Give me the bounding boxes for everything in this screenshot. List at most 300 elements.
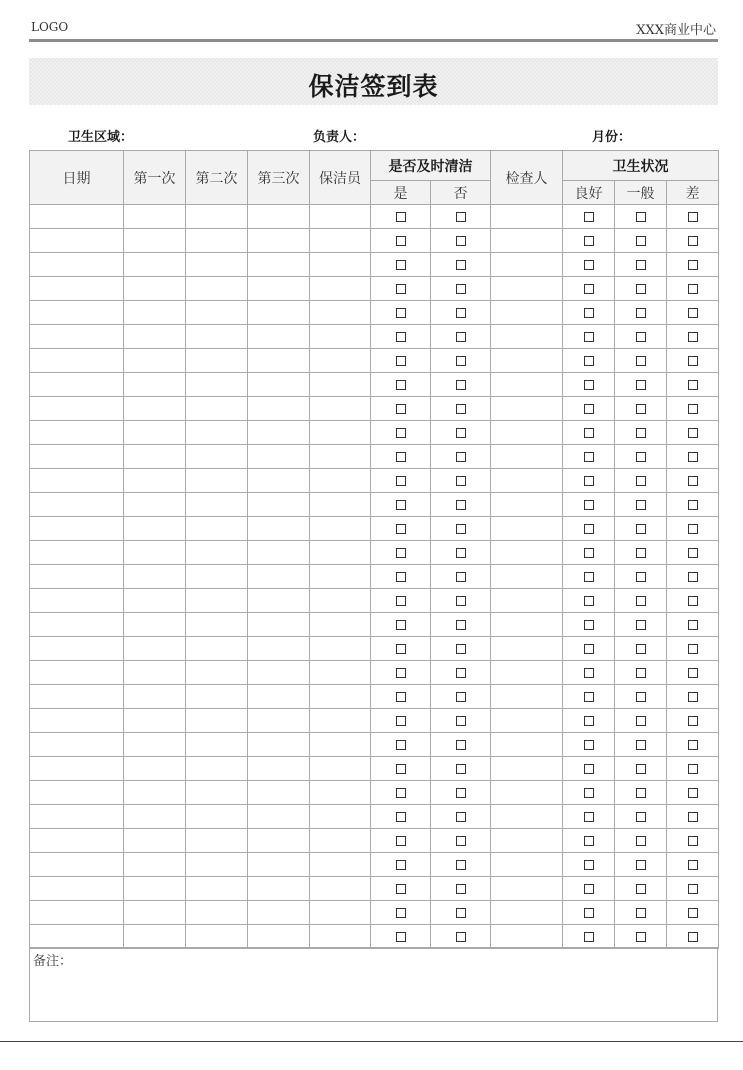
status-good-checkbox[interactable]: [584, 404, 594, 414]
cell-date[interactable]: [30, 637, 124, 661]
cell-cleaner[interactable]: [310, 565, 371, 589]
cell-date[interactable]: [30, 853, 124, 877]
cell-cleaner[interactable]: [310, 253, 371, 277]
status-poor-checkbox[interactable]: [688, 260, 698, 270]
cell-date[interactable]: [30, 733, 124, 757]
status-average-checkbox[interactable]: [636, 764, 646, 774]
cell-inspector[interactable]: [491, 925, 563, 949]
cell-second[interactable]: [186, 277, 248, 301]
cell-second[interactable]: [186, 709, 248, 733]
status-good-checkbox[interactable]: [584, 572, 594, 582]
cell-third[interactable]: [248, 781, 310, 805]
timely-no-checkbox[interactable]: [456, 356, 466, 366]
cell-cleaner[interactable]: [310, 469, 371, 493]
status-good-checkbox[interactable]: [584, 620, 594, 630]
cell-date[interactable]: [30, 901, 124, 925]
timely-yes-checkbox[interactable]: [396, 740, 406, 750]
timely-yes-checkbox[interactable]: [396, 716, 406, 726]
cell-cleaner[interactable]: [310, 613, 371, 637]
cell-first[interactable]: [124, 877, 186, 901]
status-poor-checkbox[interactable]: [688, 452, 698, 462]
status-good-checkbox[interactable]: [584, 524, 594, 534]
cell-date[interactable]: [30, 325, 124, 349]
timely-yes-checkbox[interactable]: [396, 500, 406, 510]
cell-date[interactable]: [30, 757, 124, 781]
timely-no-checkbox[interactable]: [456, 260, 466, 270]
status-average-checkbox[interactable]: [636, 860, 646, 870]
timely-yes-checkbox[interactable]: [396, 668, 406, 678]
cell-third[interactable]: [248, 205, 310, 229]
timely-no-checkbox[interactable]: [456, 332, 466, 342]
status-poor-checkbox[interactable]: [688, 572, 698, 582]
status-good-checkbox[interactable]: [584, 836, 594, 846]
status-average-checkbox[interactable]: [636, 356, 646, 366]
timely-yes-checkbox[interactable]: [396, 764, 406, 774]
status-poor-checkbox[interactable]: [688, 668, 698, 678]
cell-third[interactable]: [248, 541, 310, 565]
cell-inspector[interactable]: [491, 445, 563, 469]
status-poor-checkbox[interactable]: [688, 428, 698, 438]
timely-no-checkbox[interactable]: [456, 284, 466, 294]
timely-no-checkbox[interactable]: [456, 812, 466, 822]
status-good-checkbox[interactable]: [584, 740, 594, 750]
status-good-checkbox[interactable]: [584, 284, 594, 294]
status-poor-checkbox[interactable]: [688, 620, 698, 630]
status-poor-checkbox[interactable]: [688, 500, 698, 510]
status-poor-checkbox[interactable]: [688, 764, 698, 774]
cell-third[interactable]: [248, 373, 310, 397]
cell-second[interactable]: [186, 733, 248, 757]
cell-first[interactable]: [124, 685, 186, 709]
cell-cleaner[interactable]: [310, 277, 371, 301]
status-average-checkbox[interactable]: [636, 284, 646, 294]
cell-inspector[interactable]: [491, 397, 563, 421]
timely-yes-checkbox[interactable]: [396, 644, 406, 654]
timely-yes-checkbox[interactable]: [396, 788, 406, 798]
timely-no-checkbox[interactable]: [456, 524, 466, 534]
cell-date[interactable]: [30, 301, 124, 325]
status-poor-checkbox[interactable]: [688, 740, 698, 750]
timely-yes-checkbox[interactable]: [396, 356, 406, 366]
status-average-checkbox[interactable]: [636, 836, 646, 846]
timely-no-checkbox[interactable]: [456, 740, 466, 750]
status-poor-checkbox[interactable]: [688, 836, 698, 846]
cell-third[interactable]: [248, 589, 310, 613]
status-average-checkbox[interactable]: [636, 668, 646, 678]
status-poor-checkbox[interactable]: [688, 884, 698, 894]
status-poor-checkbox[interactable]: [688, 644, 698, 654]
timely-no-checkbox[interactable]: [456, 476, 466, 486]
timely-yes-checkbox[interactable]: [396, 404, 406, 414]
cell-inspector[interactable]: [491, 781, 563, 805]
cell-third[interactable]: [248, 805, 310, 829]
cell-inspector[interactable]: [491, 613, 563, 637]
cell-second[interactable]: [186, 469, 248, 493]
cell-second[interactable]: [186, 925, 248, 949]
status-poor-checkbox[interactable]: [688, 476, 698, 486]
cell-second[interactable]: [186, 637, 248, 661]
cell-second[interactable]: [186, 565, 248, 589]
cell-inspector[interactable]: [491, 229, 563, 253]
cell-date[interactable]: [30, 349, 124, 373]
status-poor-checkbox[interactable]: [688, 596, 698, 606]
status-poor-checkbox[interactable]: [688, 788, 698, 798]
timely-yes-checkbox[interactable]: [396, 284, 406, 294]
cell-inspector[interactable]: [491, 421, 563, 445]
status-good-checkbox[interactable]: [584, 860, 594, 870]
cell-second[interactable]: [186, 349, 248, 373]
timely-yes-checkbox[interactable]: [396, 236, 406, 246]
cell-date[interactable]: [30, 877, 124, 901]
cell-first[interactable]: [124, 229, 186, 253]
timely-no-checkbox[interactable]: [456, 932, 466, 942]
cell-second[interactable]: [186, 325, 248, 349]
cell-third[interactable]: [248, 757, 310, 781]
cell-inspector[interactable]: [491, 877, 563, 901]
cell-cleaner[interactable]: [310, 205, 371, 229]
cell-first[interactable]: [124, 517, 186, 541]
cell-cleaner[interactable]: [310, 877, 371, 901]
status-good-checkbox[interactable]: [584, 332, 594, 342]
status-poor-checkbox[interactable]: [688, 524, 698, 534]
cell-third[interactable]: [248, 637, 310, 661]
cell-second[interactable]: [186, 589, 248, 613]
cell-inspector[interactable]: [491, 541, 563, 565]
cell-cleaner[interactable]: [310, 685, 371, 709]
status-good-checkbox[interactable]: [584, 788, 594, 798]
cell-first[interactable]: [124, 781, 186, 805]
status-poor-checkbox[interactable]: [688, 380, 698, 390]
status-average-checkbox[interactable]: [636, 524, 646, 534]
cell-date[interactable]: [30, 397, 124, 421]
cell-first[interactable]: [124, 421, 186, 445]
cell-cleaner[interactable]: [310, 373, 371, 397]
status-average-checkbox[interactable]: [636, 428, 646, 438]
status-poor-checkbox[interactable]: [688, 308, 698, 318]
status-good-checkbox[interactable]: [584, 716, 594, 726]
cell-date[interactable]: [30, 805, 124, 829]
cell-cleaner[interactable]: [310, 733, 371, 757]
cell-third[interactable]: [248, 901, 310, 925]
cell-second[interactable]: [186, 301, 248, 325]
timely-yes-checkbox[interactable]: [396, 836, 406, 846]
cell-inspector[interactable]: [491, 733, 563, 757]
cell-cleaner[interactable]: [310, 445, 371, 469]
timely-yes-checkbox[interactable]: [396, 476, 406, 486]
status-average-checkbox[interactable]: [636, 452, 646, 462]
cell-inspector[interactable]: [491, 805, 563, 829]
status-good-checkbox[interactable]: [584, 356, 594, 366]
cell-second[interactable]: [186, 661, 248, 685]
cell-third[interactable]: [248, 421, 310, 445]
cell-second[interactable]: [186, 877, 248, 901]
cell-first[interactable]: [124, 613, 186, 637]
cell-date[interactable]: [30, 277, 124, 301]
cell-cleaner[interactable]: [310, 781, 371, 805]
status-good-checkbox[interactable]: [584, 668, 594, 678]
cell-first[interactable]: [124, 325, 186, 349]
status-good-checkbox[interactable]: [584, 596, 594, 606]
cell-third[interactable]: [248, 565, 310, 589]
timely-no-checkbox[interactable]: [456, 692, 466, 702]
cell-second[interactable]: [186, 205, 248, 229]
cell-first[interactable]: [124, 469, 186, 493]
cell-cleaner[interactable]: [310, 325, 371, 349]
status-average-checkbox[interactable]: [636, 716, 646, 726]
status-poor-checkbox[interactable]: [688, 356, 698, 366]
status-average-checkbox[interactable]: [636, 332, 646, 342]
cell-cleaner[interactable]: [310, 349, 371, 373]
status-average-checkbox[interactable]: [636, 740, 646, 750]
cell-inspector[interactable]: [491, 373, 563, 397]
cell-third[interactable]: [248, 325, 310, 349]
timely-yes-checkbox[interactable]: [396, 260, 406, 270]
cell-date[interactable]: [30, 469, 124, 493]
timely-no-checkbox[interactable]: [456, 908, 466, 918]
cell-cleaner[interactable]: [310, 397, 371, 421]
status-good-checkbox[interactable]: [584, 308, 594, 318]
cell-third[interactable]: [248, 349, 310, 373]
cell-cleaner[interactable]: [310, 757, 371, 781]
status-poor-checkbox[interactable]: [688, 284, 698, 294]
cell-inspector[interactable]: [491, 709, 563, 733]
status-average-checkbox[interactable]: [636, 212, 646, 222]
status-good-checkbox[interactable]: [584, 932, 594, 942]
status-good-checkbox[interactable]: [584, 644, 594, 654]
cell-second[interactable]: [186, 373, 248, 397]
cell-inspector[interactable]: [491, 901, 563, 925]
cell-third[interactable]: [248, 661, 310, 685]
status-good-checkbox[interactable]: [584, 764, 594, 774]
status-good-checkbox[interactable]: [584, 884, 594, 894]
cell-second[interactable]: [186, 253, 248, 277]
status-average-checkbox[interactable]: [636, 476, 646, 486]
timely-yes-checkbox[interactable]: [396, 692, 406, 702]
cell-first[interactable]: [124, 277, 186, 301]
status-good-checkbox[interactable]: [584, 476, 594, 486]
cell-date[interactable]: [30, 685, 124, 709]
cell-second[interactable]: [186, 397, 248, 421]
status-average-checkbox[interactable]: [636, 908, 646, 918]
status-poor-checkbox[interactable]: [688, 692, 698, 702]
cell-cleaner[interactable]: [310, 421, 371, 445]
timely-no-checkbox[interactable]: [456, 788, 466, 798]
cell-first[interactable]: [124, 493, 186, 517]
cell-inspector[interactable]: [491, 661, 563, 685]
cell-first[interactable]: [124, 925, 186, 949]
cell-second[interactable]: [186, 517, 248, 541]
cell-cleaner[interactable]: [310, 853, 371, 877]
timely-yes-checkbox[interactable]: [396, 932, 406, 942]
cell-third[interactable]: [248, 517, 310, 541]
timely-yes-checkbox[interactable]: [396, 524, 406, 534]
cell-second[interactable]: [186, 829, 248, 853]
cell-inspector[interactable]: [491, 757, 563, 781]
status-poor-checkbox[interactable]: [688, 932, 698, 942]
cell-second[interactable]: [186, 421, 248, 445]
timely-yes-checkbox[interactable]: [396, 548, 406, 558]
cell-date[interactable]: [30, 253, 124, 277]
timely-yes-checkbox[interactable]: [396, 596, 406, 606]
status-average-checkbox[interactable]: [636, 236, 646, 246]
cell-first[interactable]: [124, 565, 186, 589]
status-good-checkbox[interactable]: [584, 692, 594, 702]
cell-second[interactable]: [186, 901, 248, 925]
timely-yes-checkbox[interactable]: [396, 332, 406, 342]
cell-third[interactable]: [248, 397, 310, 421]
cell-cleaner[interactable]: [310, 517, 371, 541]
cell-inspector[interactable]: [491, 829, 563, 853]
cell-third[interactable]: [248, 877, 310, 901]
cell-date[interactable]: [30, 445, 124, 469]
status-average-checkbox[interactable]: [636, 932, 646, 942]
cell-first[interactable]: [124, 829, 186, 853]
cell-first[interactable]: [124, 637, 186, 661]
cell-third[interactable]: [248, 229, 310, 253]
status-average-checkbox[interactable]: [636, 404, 646, 414]
cell-inspector[interactable]: [491, 637, 563, 661]
status-average-checkbox[interactable]: [636, 812, 646, 822]
cell-first[interactable]: [124, 397, 186, 421]
cell-first[interactable]: [124, 733, 186, 757]
status-poor-checkbox[interactable]: [688, 908, 698, 918]
status-poor-checkbox[interactable]: [688, 404, 698, 414]
status-average-checkbox[interactable]: [636, 308, 646, 318]
timely-yes-checkbox[interactable]: [396, 908, 406, 918]
cell-cleaner[interactable]: [310, 301, 371, 325]
timely-yes-checkbox[interactable]: [396, 452, 406, 462]
cell-cleaner[interactable]: [310, 229, 371, 253]
timely-no-checkbox[interactable]: [456, 596, 466, 606]
timely-no-checkbox[interactable]: [456, 620, 466, 630]
cell-cleaner[interactable]: [310, 637, 371, 661]
timely-no-checkbox[interactable]: [456, 404, 466, 414]
cell-cleaner[interactable]: [310, 925, 371, 949]
timely-yes-checkbox[interactable]: [396, 572, 406, 582]
cell-date[interactable]: [30, 925, 124, 949]
status-average-checkbox[interactable]: [636, 620, 646, 630]
status-good-checkbox[interactable]: [584, 260, 594, 270]
cell-first[interactable]: [124, 541, 186, 565]
status-average-checkbox[interactable]: [636, 380, 646, 390]
timely-no-checkbox[interactable]: [456, 716, 466, 726]
timely-yes-checkbox[interactable]: [396, 380, 406, 390]
timely-yes-checkbox[interactable]: [396, 884, 406, 894]
cell-second[interactable]: [186, 541, 248, 565]
cell-inspector[interactable]: [491, 685, 563, 709]
timely-yes-checkbox[interactable]: [396, 620, 406, 630]
cell-cleaner[interactable]: [310, 901, 371, 925]
cell-inspector[interactable]: [491, 565, 563, 589]
cell-third[interactable]: [248, 277, 310, 301]
status-poor-checkbox[interactable]: [688, 212, 698, 222]
cell-third[interactable]: [248, 925, 310, 949]
cell-date[interactable]: [30, 205, 124, 229]
cell-inspector[interactable]: [491, 277, 563, 301]
status-good-checkbox[interactable]: [584, 500, 594, 510]
cell-date[interactable]: [30, 565, 124, 589]
status-average-checkbox[interactable]: [636, 692, 646, 702]
cell-second[interactable]: [186, 445, 248, 469]
cell-inspector[interactable]: [491, 253, 563, 277]
cell-inspector[interactable]: [491, 349, 563, 373]
cell-first[interactable]: [124, 901, 186, 925]
cell-inspector[interactable]: [491, 325, 563, 349]
status-average-checkbox[interactable]: [636, 500, 646, 510]
cell-inspector[interactable]: [491, 493, 563, 517]
timely-no-checkbox[interactable]: [456, 860, 466, 870]
timely-no-checkbox[interactable]: [456, 212, 466, 222]
cell-date[interactable]: [30, 493, 124, 517]
cell-second[interactable]: [186, 613, 248, 637]
status-good-checkbox[interactable]: [584, 812, 594, 822]
cell-inspector[interactable]: [491, 301, 563, 325]
cell-third[interactable]: [248, 685, 310, 709]
status-average-checkbox[interactable]: [636, 884, 646, 894]
status-average-checkbox[interactable]: [636, 596, 646, 606]
cell-first[interactable]: [124, 709, 186, 733]
status-average-checkbox[interactable]: [636, 572, 646, 582]
status-good-checkbox[interactable]: [584, 212, 594, 222]
cell-date[interactable]: [30, 421, 124, 445]
cell-third[interactable]: [248, 709, 310, 733]
cell-cleaner[interactable]: [310, 709, 371, 733]
cell-cleaner[interactable]: [310, 493, 371, 517]
cell-inspector[interactable]: [491, 469, 563, 493]
timely-no-checkbox[interactable]: [456, 644, 466, 654]
cell-third[interactable]: [248, 733, 310, 757]
timely-yes-checkbox[interactable]: [396, 308, 406, 318]
cell-second[interactable]: [186, 757, 248, 781]
status-poor-checkbox[interactable]: [688, 812, 698, 822]
cell-first[interactable]: [124, 661, 186, 685]
cell-third[interactable]: [248, 253, 310, 277]
cell-second[interactable]: [186, 853, 248, 877]
status-average-checkbox[interactable]: [636, 644, 646, 654]
status-good-checkbox[interactable]: [584, 236, 594, 246]
cell-cleaner[interactable]: [310, 829, 371, 853]
cell-cleaner[interactable]: [310, 805, 371, 829]
status-average-checkbox[interactable]: [636, 548, 646, 558]
status-good-checkbox[interactable]: [584, 908, 594, 918]
timely-no-checkbox[interactable]: [456, 308, 466, 318]
timely-yes-checkbox[interactable]: [396, 860, 406, 870]
status-poor-checkbox[interactable]: [688, 332, 698, 342]
cell-date[interactable]: [30, 229, 124, 253]
cell-third[interactable]: [248, 613, 310, 637]
cell-cleaner[interactable]: [310, 589, 371, 613]
cell-inspector[interactable]: [491, 205, 563, 229]
cell-date[interactable]: [30, 613, 124, 637]
timely-no-checkbox[interactable]: [456, 380, 466, 390]
cell-date[interactable]: [30, 829, 124, 853]
cell-second[interactable]: [186, 493, 248, 517]
cell-first[interactable]: [124, 589, 186, 613]
cell-date[interactable]: [30, 373, 124, 397]
cell-third[interactable]: [248, 445, 310, 469]
cell-second[interactable]: [186, 229, 248, 253]
timely-no-checkbox[interactable]: [456, 500, 466, 510]
cell-third[interactable]: [248, 493, 310, 517]
status-good-checkbox[interactable]: [584, 380, 594, 390]
cell-third[interactable]: [248, 829, 310, 853]
cell-date[interactable]: [30, 541, 124, 565]
cell-date[interactable]: [30, 661, 124, 685]
cell-date[interactable]: [30, 781, 124, 805]
cell-inspector[interactable]: [491, 853, 563, 877]
status-poor-checkbox[interactable]: [688, 716, 698, 726]
timely-yes-checkbox[interactable]: [396, 812, 406, 822]
